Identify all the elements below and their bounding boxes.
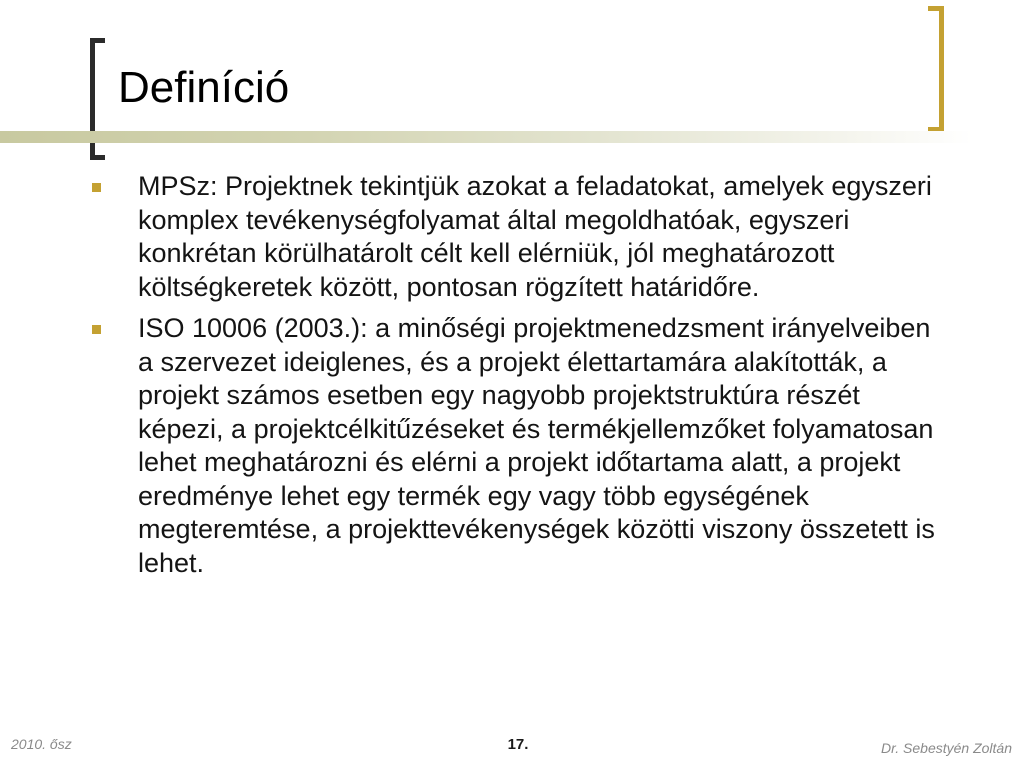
bullet-item-iso bbox=[92, 312, 952, 580]
right-bracket-decoration bbox=[928, 6, 944, 132]
footer-page-number: 17. bbox=[507, 736, 529, 753]
bullet-text: MPSz: Projektnek tekintjük azokat a feladatokat, amelyek egyszeri komplex tevékenységfolyamat által megoldhatóak, egyszeri konkrétan körülhatárolt célt kell elérniük, jól meghatározott költségkeretek között, pontosan rögzített határidőre. bbox=[138, 171, 932, 302]
bullet-item-mpsz bbox=[92, 170, 952, 304]
bullet-text: ISO 10006 (2003.): a minőségi projektmenedzsment irányelveiben a szervezet ideiglenes, és a projekt élettartamára alakították, a projekt számos esetben egy nagyobb projektstruktúra részét képezi, a projektcélkitűzéseket és termékjellemzőket folyamatosan lehet meghatározni és elérni a projekt időtartama alatt, a projekt eredménye lehet egy termék egy vagy több egységének megteremtése, a projekttevékenységek közötti viszony összetett is lehet. bbox=[138, 313, 935, 578]
footer-date: 2010. ősz bbox=[11, 736, 72, 752]
title-rule bbox=[0, 131, 1024, 143]
slide-title: Definíció bbox=[118, 63, 290, 112]
square-bullet-icon bbox=[92, 325, 101, 334]
bullet-list bbox=[92, 170, 952, 588]
footer-author: Dr. Sebestyén Zoltán bbox=[881, 740, 1012, 756]
square-bullet-icon bbox=[92, 183, 101, 192]
